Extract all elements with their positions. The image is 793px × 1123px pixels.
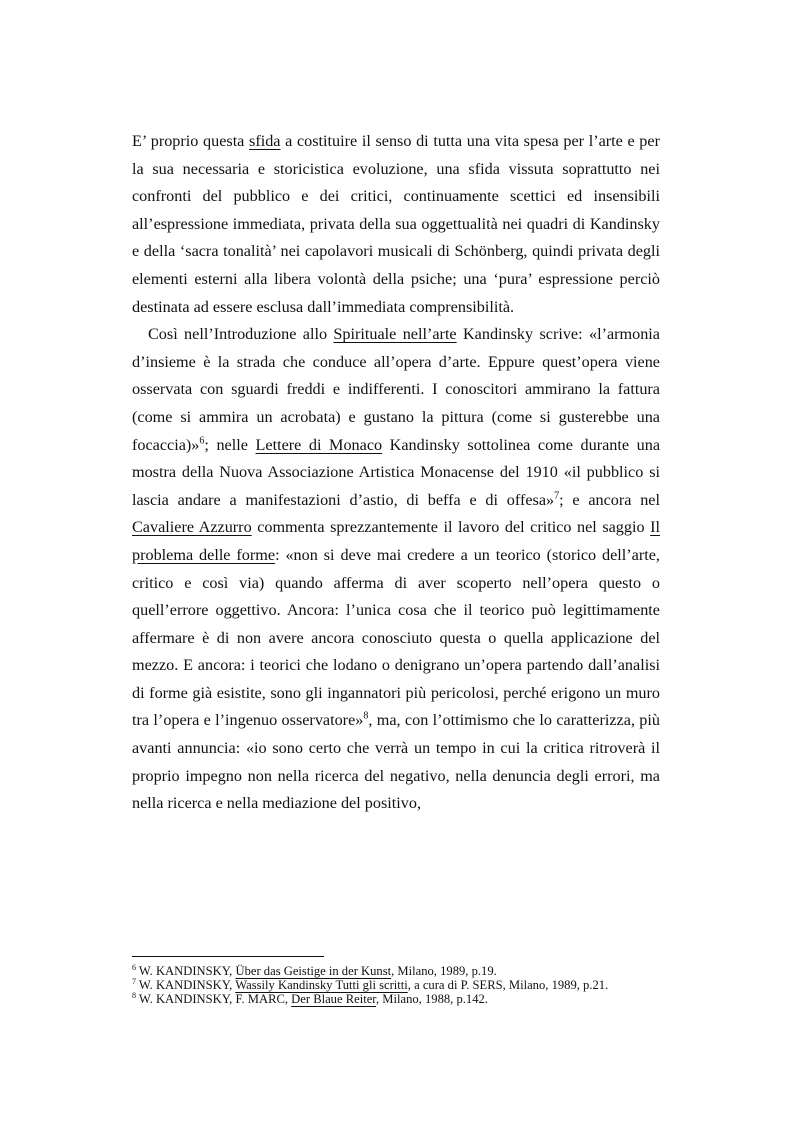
underlined-term: sfida [249,132,281,150]
footnote-number: 6 [132,962,136,972]
footnote-title: Über das Geistige in der Kunst [235,964,392,978]
underlined-title: Lettere di Monaco [255,435,383,454]
footnote-ref: 8 [363,711,369,723]
footnotes [132,964,672,1007]
text-run: ; e ancora nel [559,490,660,509]
footnote-title: Der Blaue Reiter [291,992,376,1007]
underlined-title: Cavaliere Azzurro [132,518,252,537]
footnote-separator [132,956,324,957]
footnote-number: 7 [132,977,136,987]
footnote-rest: , Milano, 1988, p.142. [376,992,488,1007]
footnote [132,978,672,992]
underlined-title: Il problema delle forme [132,518,660,564]
footnote-number: 8 [132,991,136,1001]
footnote [132,992,672,1006]
footnote-rest: , a cura di P. SERS, Milano, 1989, p.21. [407,978,609,993]
footnote [132,964,672,978]
text-run: commenta sprezzantemente il lavoro del critico nel saggio [251,518,651,537]
text-run: ; nelle [204,435,256,454]
footnote-author: W. KANDINSKY, [136,964,236,978]
footnote-author: W. KANDINSKY, [136,978,236,993]
paragraph-2 [132,321,660,818]
text-run: : «non si deve mai credere a un teorico (storico dell’arte, critico e così via) quando afferma di aver scoperto nell’opera questo o quell’errore oggettivo. Ancora: l’unica cosa che il teorico può legittimamente affermare è di non avere ancora conosciuto questa o quella applicazione del mezzo. E ancora: i teorici che lodano o denigrano un’opera partendo dall’analisi di forme già esistite, sono gli ingannatori più pericolosi, perché erigono un muro tra l’opera e l’ingenuo osservatore» [132,545,660,730]
footnote-ref: 6 [199,435,205,447]
footnote-title: Wassily Kandinsky Tutti gli scritti [235,978,408,993]
footnote-author: W. KANDINSKY, F. MARC, [136,992,292,1007]
text-run: , ma, con l’ottimismo che lo caratterizza, più avanti annuncia: «io sono certo che verrà un tempo in cui la critica ritroverà il proprio impegno non nella ricerca del negativo, nella denuncia degli errori, ma nella ricerca e nella mediazione del positivo, [132,711,660,813]
text-run: a costituire il senso di tutta una vita spesa per l’arte e per la sua necessaria e storicistica evoluzione, una sfida vissuta soprattutto nei confronti del pubblico e dei critici, continuamente scettici ed insensibili all’espressione immediata, privata della sua oggettualità nei quadri di Kandinsky e della ‘sacra tonalità’ nei capolavori musicali di Schönberg, quindi privata degli elementi esterni alla libera volontà della psiche; una ‘pura’ espressione perciò destinata ad essere esclusa dall’immediata comprensibilità. [132,132,660,316]
footnote-rest: , Milano, 1989, p.19. [391,964,497,978]
footnote-ref: 7 [554,490,560,502]
text-run: E’ proprio questa [132,132,250,150]
paragraph-1 [132,128,660,321]
text-run: Kandinsky scrive: «l’armonia d’insieme è la strada che conduce all’opera d’arte. Eppure quest’opera viene osservata con sguardi freddi e indifferenti. I conoscitori ammirano la fattura (come si ammira un acrobata) e gustano la pittura (come si gusterebbe una focaccia)» [132,325,660,454]
text-run: Kandinsky sottolinea come durante una mostra della Nuova Associazione Artistica Monacense del 1910 «il pubblico si lascia andare a manifestazioni d’astio, di beffa e di offesa» [132,435,661,509]
document-page [132,128,661,1007]
text-run: Così nell’Introduzione allo [148,325,334,344]
underlined-title: Spirituale nell’arte [333,325,457,344]
